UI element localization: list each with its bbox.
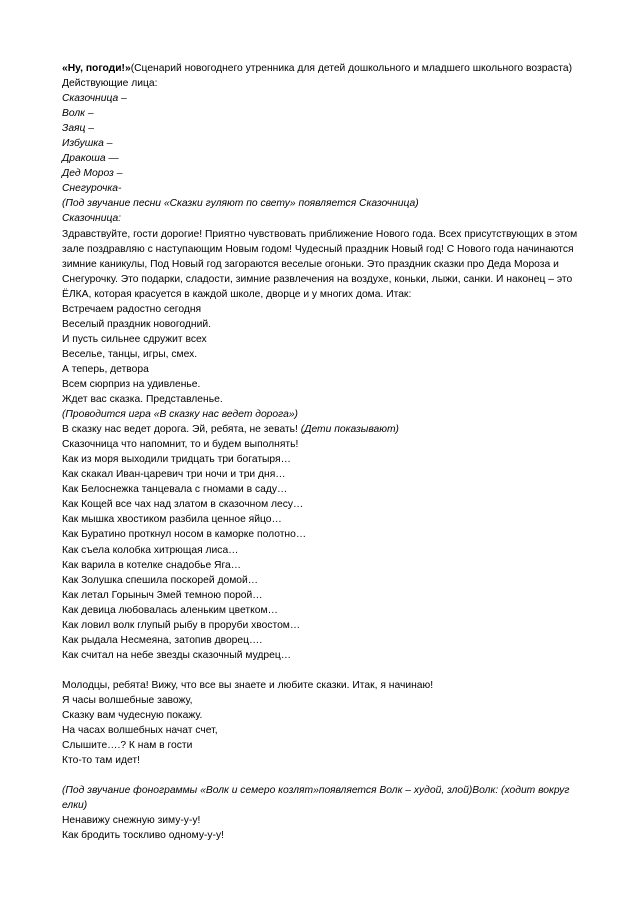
paragraph-gap [62,663,582,678]
game-line: Как Белоснежка танцевала с гномами в саду… [62,484,288,496]
stage-direction: (Под звучание песни «Сказки гуляют по свету» появляется Сказочница) [62,198,419,210]
cast-role: Дракоша — [62,153,119,165]
game-line: Как летал Горыныч Змей темною порой… [62,589,263,601]
game-line: Как скакал Иван-царевич три ночи и три дня… [62,469,286,481]
scene-line: Кто-то там идет! [62,755,140,767]
game-line: Как съела колобка хитрющая лиса… [62,544,239,556]
stage-direction: (Проводится игра «В сказку нас ведет дорога») [62,409,298,421]
game-intro-direction: (Дети показывают) [300,424,399,436]
scene-line: Слышите….? К нам в гости [62,740,193,752]
cast-role: Избушка – [62,138,113,150]
game-line: Как ловил волк глупый рыбу в проруби хвостом… [62,619,301,631]
game-line: Как Золушка спешила поскорей домой… [62,574,259,586]
document-title: «Ну, погоди!» [62,63,131,74]
scene-line: На часах волшебных начат счет, [62,725,218,737]
cast-role: Дед Мороз – [62,168,123,180]
scene-line: Сказку вам чудесную покажу. [62,710,203,722]
poem-line: Ждет вас сказка. Представленье. [62,394,223,406]
wolf-line: Ненавижу снежную зиму-у-у! [62,815,201,827]
cast-role: Снегурочка- [62,183,122,195]
poem-line: А теперь, детвора [62,363,149,375]
game-line: Как варила в котелке снадобье Яга… [62,559,242,571]
wolf-line: Как бродить тоскливо одному-у-у! [62,830,224,842]
poem-line: Всем сюрприз на удивленье. [62,378,201,390]
game-line: Сказочница что напомнит, то и будем выполнять! [62,439,299,451]
game-line: Как Буратино проткнул носом в каморке полотно… [62,529,307,541]
speech-paragraph: Здравствуйте, гости дорогие! Приятно чувствовать приближение Нового года. Всех присутствующих в этом зале поздравляю с наступающим Новым годом! Чудесный праздник Новый год! С Нового года начинаются зимние каникулы, Под Новый год загораются веселые огоньки. Это праздник сказки про Деда Мороза и Снегурочку. Это подарки, сладости, зимние развлечения на воздухе, коньки, лыжи, санки. И наконец – это ЁЛКА, которая красуется в каждой школе, дворце и у многих дома. Итак: [62,228,578,300]
poem-line: Встречаем радостно сегодня [62,303,202,315]
document-subtitle: (Сценарий новогоднего утренника для детей дошкольного и младшего школьного возраста) [130,63,573,74]
stage-direction: (Под звучание фонограммы «Волк и семеро козлят»появляется Волк – худой, злой)Волк: (ходит вокруг елки) [62,785,570,812]
poem-line: И пусть сильнее сдружит всех [62,333,207,345]
cast-role: Волк – [62,108,94,120]
cast-heading: Действующие лица: [62,78,158,90]
scene-line: Я часы волшебные завожу, [62,694,193,706]
game-line: Как из моря выходили тридцать три богатыря… [62,454,291,466]
game-line: Как девица любовалась аленьким цветком… [62,604,278,616]
game-intro-text: В сказку нас ведет дорога. Эй, ребята, не зевать! [62,424,301,436]
speaker-label: Сказочница: [62,213,122,225]
cast-role: Сказочница – [62,93,127,105]
game-line: Как Кощей все чах над златом в сказочном лесу… [62,499,304,511]
game-line: Как рыдала Несмеяна, затопив дворец…. [62,634,263,646]
document-page [62,61,582,843]
scene-line: Молодцы, ребята! Вижу, что все вы знаете и любите сказки. Итак, я начинаю! [62,679,434,691]
poem-line: Веселье, танцы, игры, смех. [62,348,198,360]
document-title-block [62,61,582,76]
game-line: Как мышка хвостиком разбила ценное яйцо… [62,514,282,526]
game-line: Как считал на небе звезды сказочный мудрец… [62,649,292,661]
poem-line: Веселый праздник новогодний. [62,318,211,330]
cast-role: Заяц – [62,123,95,135]
game-intro-line [62,422,582,437]
paragraph-gap [62,768,582,783]
